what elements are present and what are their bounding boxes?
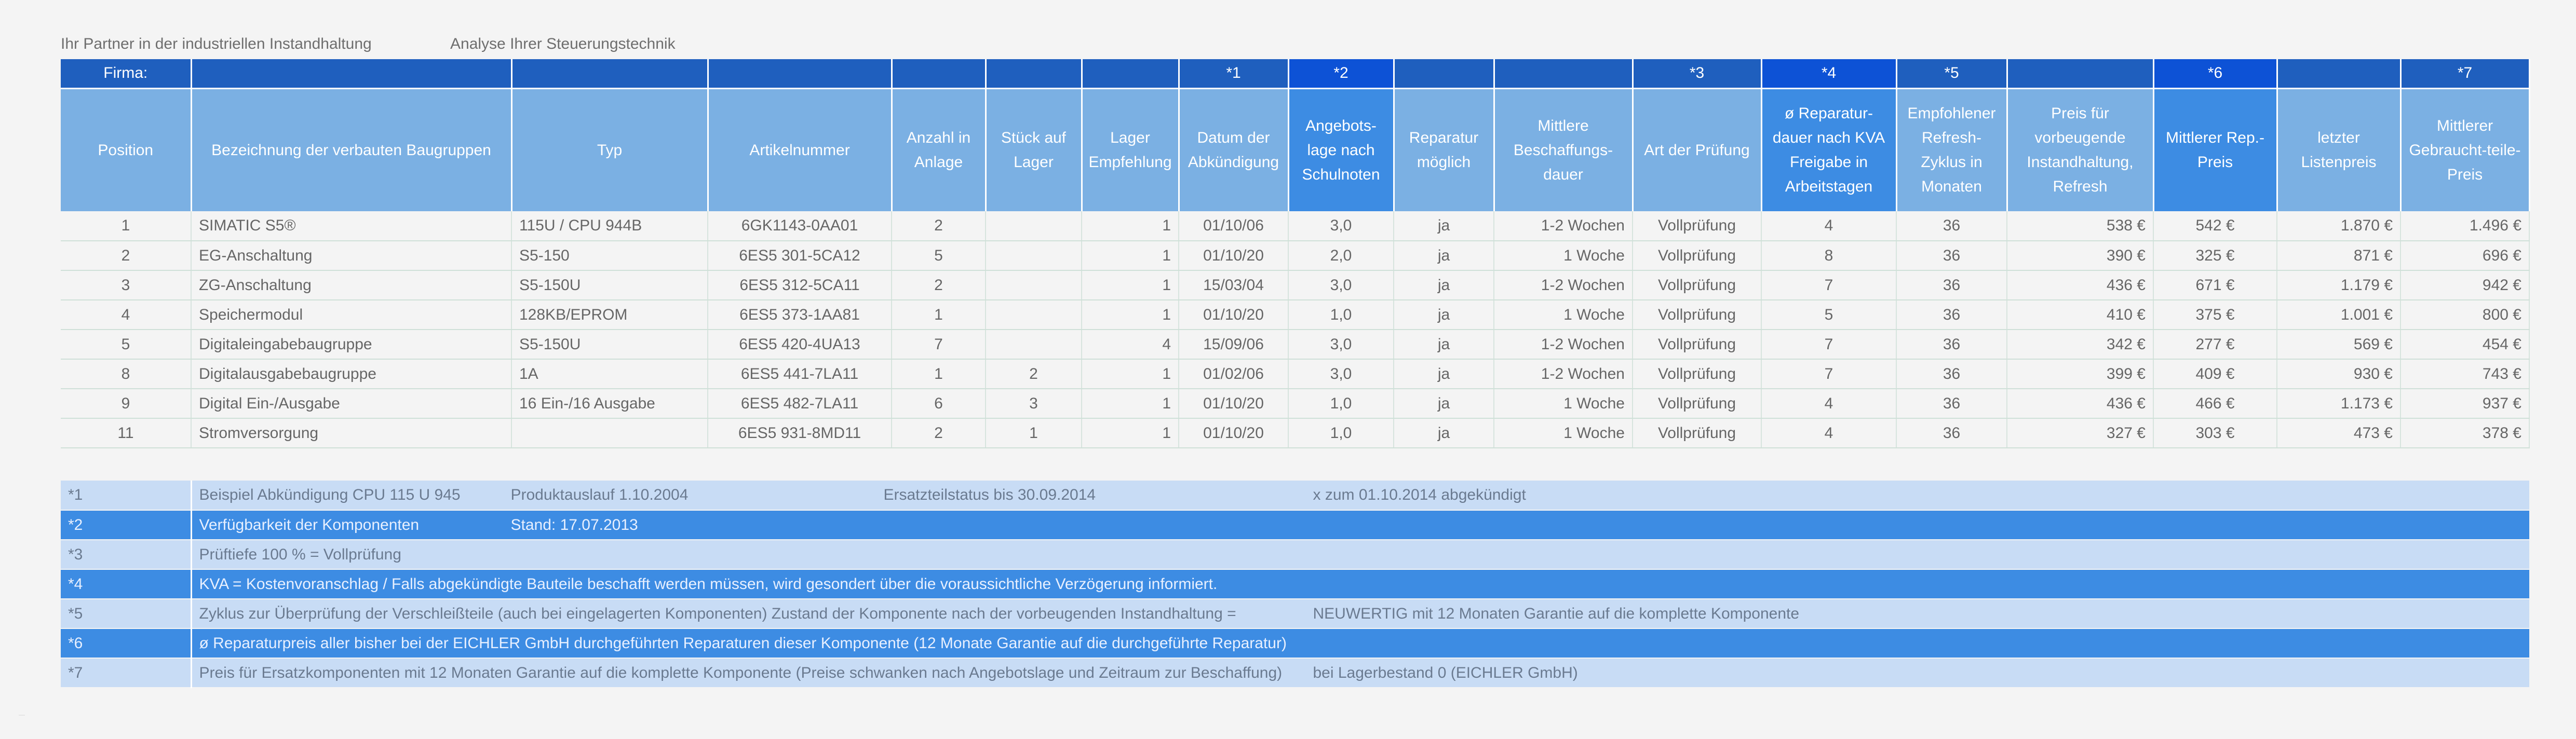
table-cell: 743 € bbox=[2400, 359, 2529, 389]
marker-cell bbox=[708, 59, 892, 88]
table-cell: 378 € bbox=[2400, 418, 2529, 448]
footnote-segment: x zum 01.10.2014 abgekündigt bbox=[1313, 486, 1526, 503]
table-cell: 6 bbox=[892, 389, 986, 418]
column-header: Lager Empfehlung bbox=[1082, 88, 1179, 211]
table-cell bbox=[986, 211, 1082, 241]
table-cell: 6ES5 312-5CA11 bbox=[708, 270, 892, 300]
table-cell: 6ES5 420-4UA13 bbox=[708, 330, 892, 359]
table-cell: 2 bbox=[986, 359, 1082, 389]
column-header: Preis für vorbeugende Instandhaltung, Refresh bbox=[2007, 88, 2153, 211]
table-cell: 2 bbox=[892, 270, 986, 300]
table-cell: 436 € bbox=[2007, 389, 2153, 418]
footnote-segment: Ersatzteilstatus bis 30.09.2014 bbox=[883, 486, 1096, 503]
table-cell: 1-2 Wochen bbox=[1494, 211, 1633, 241]
footnote-segment: KVA = Kostenvoranschlag / Falls abgekündigte Bauteile beschafft werden müssen, wird gesondert über die voraussichtliche Verzögerung informiert. bbox=[199, 575, 1218, 593]
table-cell: 36 bbox=[1896, 211, 2007, 241]
table-cell: 9 bbox=[61, 389, 191, 418]
table-cell: ja bbox=[1394, 211, 1494, 241]
marker-cell: *2 bbox=[1288, 59, 1394, 88]
table-cell: Vollprüfung bbox=[1633, 241, 1761, 270]
table-cell: 1 bbox=[986, 418, 1082, 448]
footnote-row bbox=[61, 540, 2529, 569]
table-cell: 342 € bbox=[2007, 330, 2153, 359]
column-header: Mittlerer Gebraucht-teile-Preis bbox=[2400, 88, 2529, 211]
column-header: Position bbox=[61, 88, 191, 211]
table-cell: 6GK1143-0AA01 bbox=[708, 211, 892, 241]
table-cell: 36 bbox=[1896, 359, 2007, 389]
table-cell: 1,0 bbox=[1288, 418, 1394, 448]
table-row bbox=[61, 300, 2529, 330]
table-cell: 399 € bbox=[2007, 359, 2153, 389]
column-header: ø Reparatur-dauer nach KVA Freigabe in Arbeitstagen bbox=[1761, 88, 1896, 211]
table-cell: 466 € bbox=[2153, 389, 2277, 418]
footnote-row bbox=[61, 628, 2529, 658]
table-cell: 7 bbox=[1761, 270, 1896, 300]
footnote-key: *5 bbox=[61, 599, 191, 628]
table-cell bbox=[986, 270, 1082, 300]
table-row bbox=[61, 241, 2529, 270]
table-cell: Digitaleingabebaugruppe bbox=[191, 330, 511, 359]
marker-cell bbox=[1494, 59, 1633, 88]
table-cell: 5 bbox=[61, 330, 191, 359]
header-subtitle: Analyse Ihrer Steuerungstechnik bbox=[450, 35, 676, 52]
footnote-segment: Prüftiefe 100 % = Vollprüfung bbox=[199, 545, 401, 563]
column-header: Empfohlener Refresh-Zyklus in Monaten bbox=[1896, 88, 2007, 211]
marker-row bbox=[61, 59, 2529, 88]
table-cell: 36 bbox=[1896, 330, 2007, 359]
footnote-segment: bei Lagerbestand 0 (EICHLER GmbH) bbox=[1313, 664, 1578, 681]
table-cell: ja bbox=[1394, 330, 1494, 359]
corner-mark: — bbox=[19, 711, 25, 718]
table-cell: 4 bbox=[1082, 330, 1179, 359]
table-cell: ja bbox=[1394, 300, 1494, 330]
table-row bbox=[61, 418, 2529, 448]
table-cell: 410 € bbox=[2007, 300, 2153, 330]
table-row bbox=[61, 389, 2529, 418]
footnote-segment: ø Reparaturpreis aller bisher bei der EICHLER GmbH durchgeführten Reparaturen dieser Komponente (12 Monate Garantie auf die durchgeführte Reparatur) bbox=[199, 634, 1287, 652]
table-cell: 1A bbox=[511, 359, 708, 389]
table-cell: Digital Ein-/Ausgabe bbox=[191, 389, 511, 418]
column-header: Datum der Abkündigung bbox=[1179, 88, 1288, 211]
column-header: Mittlere Beschaffungs-dauer bbox=[1494, 88, 1633, 211]
table-cell: Vollprüfung bbox=[1633, 389, 1761, 418]
table-cell: ja bbox=[1394, 241, 1494, 270]
table-cell: 2 bbox=[61, 241, 191, 270]
table-cell bbox=[986, 330, 1082, 359]
table-cell: 4 bbox=[1761, 418, 1896, 448]
table-cell: 1 bbox=[892, 300, 986, 330]
marker-cell: *3 bbox=[1633, 59, 1761, 88]
table-cell: 7 bbox=[892, 330, 986, 359]
marker-cell bbox=[2007, 59, 2153, 88]
table-cell: Vollprüfung bbox=[1633, 330, 1761, 359]
table-cell: 36 bbox=[1896, 270, 2007, 300]
footnote-row bbox=[61, 510, 2529, 540]
table-cell: 1 bbox=[1082, 241, 1179, 270]
table-cell: 6ES5 373-1AA81 bbox=[708, 300, 892, 330]
table-cell: 4 bbox=[1761, 211, 1896, 241]
marker-cell: *4 bbox=[1761, 59, 1896, 88]
table-cell: 277 € bbox=[2153, 330, 2277, 359]
table-cell: 1 Woche bbox=[1494, 241, 1633, 270]
table-cell: 3,0 bbox=[1288, 330, 1394, 359]
table-cell: SIMATIC S5® bbox=[191, 211, 511, 241]
table-cell: ja bbox=[1394, 389, 1494, 418]
marker-cell bbox=[2277, 59, 2400, 88]
table-cell: ja bbox=[1394, 270, 1494, 300]
table-cell: 1.496 € bbox=[2400, 211, 2529, 241]
table-cell: 390 € bbox=[2007, 241, 2153, 270]
table-cell: 2 bbox=[892, 211, 986, 241]
table-cell: 454 € bbox=[2400, 330, 2529, 359]
table-cell: 1,0 bbox=[1288, 389, 1394, 418]
table-cell: Vollprüfung bbox=[1633, 418, 1761, 448]
marker-cell: *1 bbox=[1179, 59, 1288, 88]
footnote-segment: Stand: 17.07.2013 bbox=[510, 516, 638, 533]
footnote-segment: Zyklus zur Überprüfung der Verschleißteile (auch bei eingelagerten Komponenten) Zustand der Komponente nach der vorbeugenden Instandhaltung = bbox=[199, 605, 1236, 622]
analysis-table bbox=[61, 59, 2530, 448]
footnote-row bbox=[61, 481, 2529, 510]
table-cell: 36 bbox=[1896, 300, 2007, 330]
table-cell: 7 bbox=[1761, 330, 1896, 359]
table-cell: ja bbox=[1394, 418, 1494, 448]
marker-cell bbox=[511, 59, 708, 88]
column-header: Anzahl in Anlage bbox=[892, 88, 986, 211]
table-cell: 1 Woche bbox=[1494, 418, 1633, 448]
table-cell: 01/10/20 bbox=[1179, 300, 1288, 330]
table-row bbox=[61, 270, 2529, 300]
page-header bbox=[61, 35, 676, 53]
table-cell: 1 bbox=[1082, 418, 1179, 448]
table-row bbox=[61, 330, 2529, 359]
table-cell: 696 € bbox=[2400, 241, 2529, 270]
footnote-row bbox=[61, 599, 2529, 628]
table-cell: 569 € bbox=[2277, 330, 2400, 359]
table-cell: 8 bbox=[1761, 241, 1896, 270]
table-cell: 542 € bbox=[2153, 211, 2277, 241]
table-cell: 303 € bbox=[2153, 418, 2277, 448]
table-cell: ja bbox=[1394, 359, 1494, 389]
column-header-row bbox=[61, 88, 2529, 211]
table-cell: 5 bbox=[1761, 300, 1896, 330]
marker-cell bbox=[892, 59, 986, 88]
table-cell: 538 € bbox=[2007, 211, 2153, 241]
table-cell: Vollprüfung bbox=[1633, 270, 1761, 300]
footnote-row bbox=[61, 569, 2529, 599]
table-cell: 671 € bbox=[2153, 270, 2277, 300]
table-row bbox=[61, 359, 2529, 389]
table-cell: 327 € bbox=[2007, 418, 2153, 448]
table-cell: 800 € bbox=[2400, 300, 2529, 330]
footnote-segment: NEUWERTIG mit 12 Monaten Garantie auf die komplette Komponente bbox=[1313, 605, 1800, 622]
table-cell: 3 bbox=[986, 389, 1082, 418]
table-cell: 473 € bbox=[2277, 418, 2400, 448]
marker-cell: *6 bbox=[2153, 59, 2277, 88]
column-header: Bezeichnung der verbauten Baugruppen bbox=[191, 88, 511, 211]
table-cell: 4 bbox=[1761, 389, 1896, 418]
header-tagline: Ihr Partner in der industriellen Instandhaltung bbox=[61, 35, 372, 52]
table-cell: 1.179 € bbox=[2277, 270, 2400, 300]
table-cell: 36 bbox=[1896, 418, 2007, 448]
table-cell: 325 € bbox=[2153, 241, 2277, 270]
table-cell: 1 bbox=[1082, 359, 1179, 389]
column-header: letzter Listenpreis bbox=[2277, 88, 2400, 211]
table-cell: 4 bbox=[61, 300, 191, 330]
footnote-key: *7 bbox=[61, 658, 191, 688]
table-cell: 6ES5 441-7LA11 bbox=[708, 359, 892, 389]
footnote-text bbox=[191, 599, 2529, 628]
table-cell: 115U / CPU 944B bbox=[511, 211, 708, 241]
column-header: Stück auf Lager bbox=[986, 88, 1082, 211]
table-cell: 15/09/06 bbox=[1179, 330, 1288, 359]
marker-cell bbox=[986, 59, 1082, 88]
table-cell: 01/10/20 bbox=[1179, 389, 1288, 418]
footnote-segment: Beispiel Abkündigung CPU 115 U 945 bbox=[199, 486, 461, 503]
footnote-key: *1 bbox=[61, 481, 191, 510]
table-cell: S5-150U bbox=[511, 270, 708, 300]
marker-cell bbox=[191, 59, 511, 88]
table-cell: 1 bbox=[1082, 389, 1179, 418]
table-cell: 1 bbox=[1082, 211, 1179, 241]
footnote-text bbox=[191, 540, 2529, 569]
marker-cell: *5 bbox=[1896, 59, 2007, 88]
table-cell bbox=[986, 241, 1082, 270]
table-cell: 2,0 bbox=[1288, 241, 1394, 270]
footnote-key: *3 bbox=[61, 540, 191, 569]
table-cell: 01/02/06 bbox=[1179, 359, 1288, 389]
table-cell: 8 bbox=[61, 359, 191, 389]
table-cell: 871 € bbox=[2277, 241, 2400, 270]
table-cell: 1-2 Wochen bbox=[1494, 359, 1633, 389]
table-cell: Speichermodul bbox=[191, 300, 511, 330]
table-cell: 436 € bbox=[2007, 270, 2153, 300]
footnote-key: *2 bbox=[61, 510, 191, 540]
table-cell: Vollprüfung bbox=[1633, 300, 1761, 330]
table-cell: Vollprüfung bbox=[1633, 359, 1761, 389]
marker-cell bbox=[1082, 59, 1179, 88]
table-cell: 6ES5 482-7LA11 bbox=[708, 389, 892, 418]
table-cell: S5-150 bbox=[511, 241, 708, 270]
footnote-text bbox=[191, 481, 2529, 510]
footnote-segment: Produktauslauf 1.10.2004 bbox=[510, 486, 689, 503]
footnote-segment: Preis für Ersatzkomponenten mit 12 Monaten Garantie auf die komplette Komponente (Preise schwanken nach Angebotslage und Zeitraum zur Beschaffung) bbox=[199, 664, 1283, 681]
table-cell: 11 bbox=[61, 418, 191, 448]
table-cell: 3,0 bbox=[1288, 359, 1394, 389]
table-cell: 1 bbox=[1082, 300, 1179, 330]
table-cell: 1 bbox=[61, 211, 191, 241]
footnote-text bbox=[191, 628, 2529, 658]
table-cell: 3,0 bbox=[1288, 270, 1394, 300]
table-cell: 409 € bbox=[2153, 359, 2277, 389]
footnote-text bbox=[191, 658, 2529, 688]
table-cell: 1 Woche bbox=[1494, 389, 1633, 418]
table-cell: 1 bbox=[892, 359, 986, 389]
table-cell: 3,0 bbox=[1288, 211, 1394, 241]
table-cell: 01/10/20 bbox=[1179, 241, 1288, 270]
table-cell: ZG-Anschaltung bbox=[191, 270, 511, 300]
table-cell: 1-2 Wochen bbox=[1494, 330, 1633, 359]
table-cell: 15/03/04 bbox=[1179, 270, 1288, 300]
column-header: Mittlerer Rep.-Preis bbox=[2153, 88, 2277, 211]
table-cell: 36 bbox=[1896, 389, 2007, 418]
table-cell: 5 bbox=[892, 241, 986, 270]
table-cell: S5-150U bbox=[511, 330, 708, 359]
table-cell: 1-2 Wochen bbox=[1494, 270, 1633, 300]
column-header: Artikelnummer bbox=[708, 88, 892, 211]
table-cell: 942 € bbox=[2400, 270, 2529, 300]
marker-cell: *7 bbox=[2400, 59, 2529, 88]
table-cell: 930 € bbox=[2277, 359, 2400, 389]
column-header: Art der Prüfung bbox=[1633, 88, 1761, 211]
footnote-segment: Verfügbarkeit der Komponenten bbox=[199, 516, 420, 533]
footnotes-table bbox=[61, 481, 2529, 688]
column-header: Typ bbox=[511, 88, 708, 211]
table-cell: 6ES5 301-5CA12 bbox=[708, 241, 892, 270]
footnote-key: *4 bbox=[61, 569, 191, 599]
table-cell: 1.001 € bbox=[2277, 300, 2400, 330]
table-cell: EG-Anschaltung bbox=[191, 241, 511, 270]
column-header: Reparatur möglich bbox=[1394, 88, 1494, 211]
table-cell: 01/10/06 bbox=[1179, 211, 1288, 241]
column-header: Angebots-lage nach Schulnoten bbox=[1288, 88, 1394, 211]
table-cell: 1.173 € bbox=[2277, 389, 2400, 418]
table-row bbox=[61, 211, 2529, 241]
table-cell bbox=[986, 300, 1082, 330]
table-body bbox=[61, 211, 2529, 448]
footnote-text bbox=[191, 569, 2529, 599]
table-cell: 36 bbox=[1896, 241, 2007, 270]
marker-cell: Firma: bbox=[61, 59, 191, 88]
table-cell: 2 bbox=[892, 418, 986, 448]
table-cell: 1 Woche bbox=[1494, 300, 1633, 330]
table-cell: 7 bbox=[1761, 359, 1896, 389]
footnote-row bbox=[61, 658, 2529, 688]
table-cell: 16 Ein-/16 Ausgabe bbox=[511, 389, 708, 418]
footnote-text bbox=[191, 510, 2529, 540]
marker-cell bbox=[1394, 59, 1494, 88]
table-cell: 937 € bbox=[2400, 389, 2529, 418]
table-cell: 128KB/EPROM bbox=[511, 300, 708, 330]
table-cell: Vollprüfung bbox=[1633, 211, 1761, 241]
table-cell: 1 bbox=[1082, 270, 1179, 300]
table-cell: 01/10/20 bbox=[1179, 418, 1288, 448]
table-cell: Digitalausgabebaugruppe bbox=[191, 359, 511, 389]
table-cell bbox=[511, 418, 708, 448]
table-cell: 6ES5 931-8MD11 bbox=[708, 418, 892, 448]
table-cell: 3 bbox=[61, 270, 191, 300]
table-cell: 1.870 € bbox=[2277, 211, 2400, 241]
footnote-key: *6 bbox=[61, 628, 191, 658]
table-cell: 1,0 bbox=[1288, 300, 1394, 330]
table-cell: Stromversorgung bbox=[191, 418, 511, 448]
table-cell: 375 € bbox=[2153, 300, 2277, 330]
